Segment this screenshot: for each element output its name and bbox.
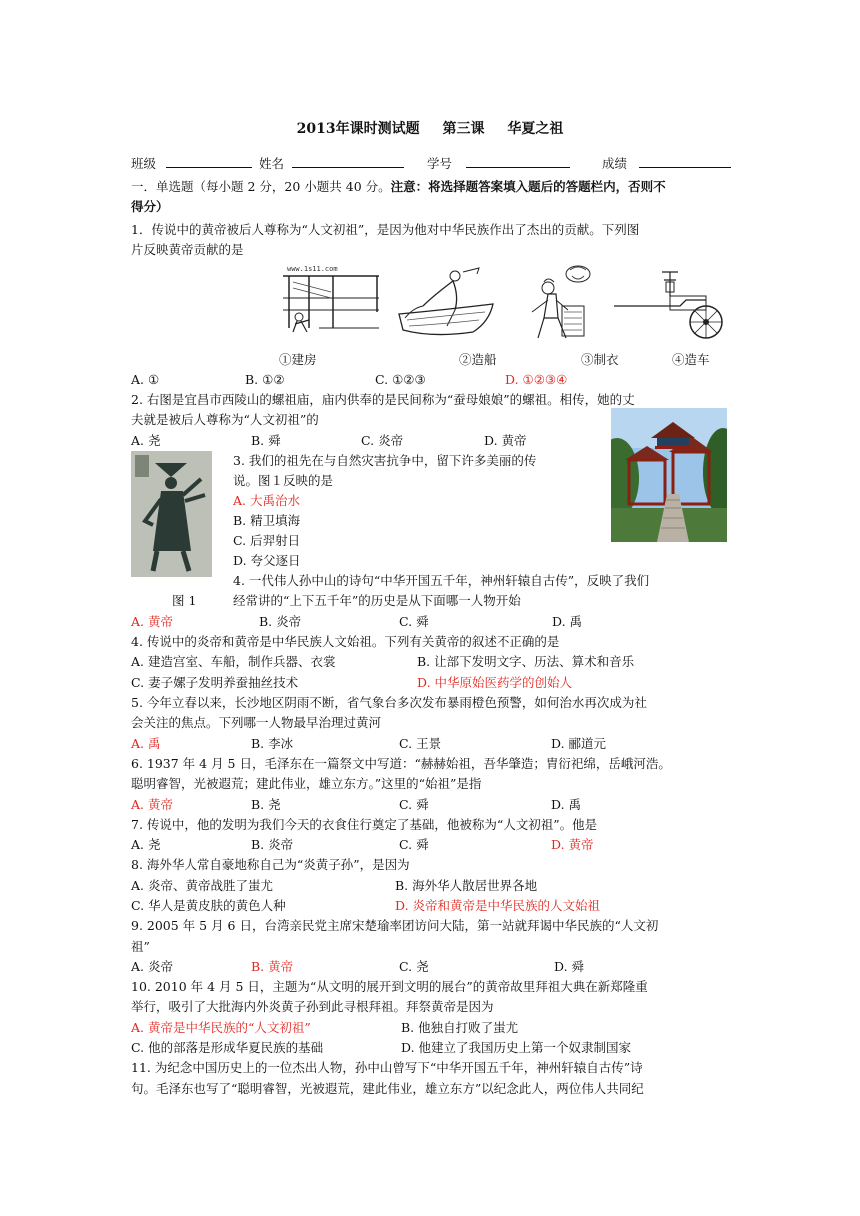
q5-option-d[interactable]: D. 郦道元 — [551, 736, 607, 751]
q6-option-b[interactable]: B. 尧 — [251, 797, 281, 812]
name-blank[interactable] — [292, 154, 404, 168]
section-line1: 一．单选题（每小题 2 分，20 小题共 40 分。 — [131, 179, 391, 194]
q11-text-2: 句。毛泽东也写了“聪明睿智，光被遐荒，建此伟业，雄立东方”以纪念此人，两位伟人共同纪 — [131, 1081, 644, 1096]
q4a-option-c[interactable]: C. 舜 — [399, 614, 429, 629]
score-label: 成绩 — [602, 156, 628, 171]
q1-text-1: 1．传说中的黄帝被后人尊称为“人文初祖”，是因为他对中华民族作出了杰出的贡献。下列图 — [131, 222, 640, 237]
house-building-illustration — [279, 262, 385, 336]
q8-option-b[interactable]: B. 海外华人散居世界各地 — [395, 878, 538, 893]
q10-option-b[interactable]: B. 他独自打败了蚩尤 — [401, 1020, 519, 1035]
q10-text-1: 10. 2010 年 4 月 5 日，主题为“从文明的展开到文明的展台”的黄帝故里拜祖大典在新郑隆重 — [131, 979, 648, 994]
figure-1-caption: 图 1 — [172, 593, 197, 608]
q1-caption-3: ③制衣 — [581, 352, 619, 367]
q6-option-d[interactable]: D. 禹 — [551, 797, 582, 812]
q1-caption-4: ④造车 — [672, 352, 710, 367]
q5-option-b[interactable]: B. 李冰 — [251, 736, 294, 751]
id-field[interactable] — [427, 154, 570, 174]
q3-option-b[interactable]: B. 精卫填海 — [233, 513, 301, 528]
section-note: 注意：将选择题答案填入题后的答题栏内，否则不 — [390, 179, 666, 194]
q3-text-2: 说。图１反映的是 — [233, 473, 334, 488]
q5-text-2: 会关注的焦点。下列哪一人物最早治理过黄河 — [131, 715, 382, 730]
title-lesson: 第三课 — [442, 121, 485, 137]
q1-text-2: 片反映黄帝贡献的是 — [131, 242, 244, 257]
q1-option-b[interactable]: B. ①② — [245, 372, 285, 387]
q1-caption-2: ②造船 — [459, 352, 497, 367]
q2-option-b[interactable]: B. 舜 — [251, 433, 281, 448]
q1-option-d-answer[interactable]: D. ①②③④ — [505, 372, 568, 387]
q10-option-c[interactable]: C. 他的部落是形成华夏民族的基础 — [131, 1040, 324, 1055]
q4b-option-b[interactable]: B. 让部下发明文字、历法、算术和音乐 — [417, 654, 635, 669]
q11-text-1: 11. 为纪念中国历史上的一位杰出人物，孙中山曾写下“中华开国五千年，神州轩辕自古传”诗 — [131, 1060, 643, 1075]
temple-photo — [611, 408, 727, 542]
clothes-making-illustration — [518, 260, 598, 344]
q7-option-b[interactable]: B. 炎帝 — [251, 837, 294, 852]
q4a-option-a-answer[interactable]: A. 黄帝 — [131, 614, 173, 629]
q3-text-1: 3. 我们的祖先在与自然灾害抗争中，留下许多美丽的传 — [233, 453, 537, 468]
q4a-text-1: 4. 一代伟人孙中山的诗句“中华开国五千年，神州轩辕自古传”，反映了我们 — [233, 573, 650, 588]
q7-text: 7. 传说中，他的发明为我们今天的衣食住行奠定了基础，他被称为“人文初祖”。他是 — [131, 817, 598, 832]
q1-option-c[interactable]: C. ①②③ — [375, 372, 426, 387]
q6-text-2: 聪明睿智，光被遐荒；建此伟业，雄立东方。”这里的“始祖”是指 — [131, 776, 482, 791]
title-topic: 华夏之祖 — [507, 121, 564, 137]
q9-option-c[interactable]: C. 尧 — [399, 959, 429, 974]
q9-option-d[interactable]: D. 舜 — [554, 959, 585, 974]
q9-text-1: 9. 2005 年 5 月 6 日，台湾亲民党主席宋楚瑜率团访问大陆，第一站就拜谒中华民族的“人文初 — [131, 918, 659, 933]
q4b-option-d-answer[interactable]: D. 中华原始医药学的创始人 — [417, 675, 573, 690]
q7-option-d-answer[interactable]: D. 黄帝 — [551, 837, 594, 852]
q6-option-c[interactable]: C. 舜 — [399, 797, 429, 812]
name-label: 姓名 — [259, 156, 285, 171]
q8-text: 8. 海外华人常自豪地称自己为“炎黄子孙”，是因为 — [131, 857, 410, 872]
q3-option-c[interactable]: C. 后羿射日 — [233, 533, 301, 548]
q6-option-a-answer[interactable]: A. 黄帝 — [131, 797, 173, 812]
q8-option-c[interactable]: C. 华人是黄皮肤的黄色人种 — [131, 898, 286, 913]
q8-option-a[interactable]: A. 炎帝、黄帝战胜了蚩尤 — [131, 878, 273, 893]
q2-option-c[interactable]: C. 炎帝 — [361, 433, 404, 448]
q9-option-b-answer[interactable]: B. 黄帝 — [251, 959, 294, 974]
q4a-text-2: 经常讲的“上下五千年”的历史是从下面哪一人物开始 — [233, 593, 521, 608]
figure-1-image — [131, 451, 212, 577]
q4b-text: 4. 传说中的炎帝和黄帝是中华民族人文始祖。下列有关黄帝的叙述不正确的是 — [131, 634, 560, 649]
score-blank[interactable] — [639, 154, 731, 168]
q10-option-d[interactable]: D. 他建立了我国历史上第一个奴隶制国家 — [401, 1040, 632, 1055]
q2-option-d[interactable]: D. 黄帝 — [484, 433, 527, 448]
q1-watermark: www.1s11.com — [287, 265, 338, 273]
q2-text-2: 夫就是被后人尊称为“人文初祖”的 — [131, 412, 319, 427]
id-blank[interactable] — [466, 154, 570, 168]
class-field[interactable] — [131, 154, 252, 174]
q2-text-1: 2. 右图是宜昌市西陵山的螺祖庙，庙内供奉的是民间称为“蚕母娘娘”的螺祖。相传，她的丈 — [131, 392, 635, 407]
q2-option-a[interactable]: A. 尧 — [131, 433, 161, 448]
score-field[interactable] — [602, 154, 731, 174]
q8-option-d-answer[interactable]: D. 炎帝和黄帝是中华民族的人文始祖 — [395, 898, 601, 913]
q1-caption-1: ①建房 — [279, 352, 317, 367]
q3-option-d[interactable]: D. 夸父逐日 — [233, 553, 301, 568]
section-instructions — [131, 177, 666, 197]
q4a-option-b[interactable]: B. 炎帝 — [259, 614, 302, 629]
q9-option-a[interactable]: A. 炎帝 — [131, 959, 173, 974]
q1-option-a[interactable]: A. ① — [131, 372, 160, 387]
q4b-option-a[interactable]: A. 建造宫室、车船，制作兵器、衣裳 — [131, 654, 336, 669]
section-line2: 得分） — [131, 199, 169, 214]
q5-text-1: 5. 今年立春以来，长沙地区阴雨不断，省气象台多次发布暴雨橙色预警，如何治水再次成为社 — [131, 695, 647, 710]
boat-building-illustration — [393, 266, 499, 342]
q10-option-a-answer[interactable]: A. 黄帝是中华民族的“人文初祖” — [131, 1020, 311, 1035]
title-main: 2013年课时测试题 — [296, 121, 420, 137]
q7-option-c[interactable]: C. 舜 — [399, 837, 429, 852]
class-blank[interactable] — [166, 154, 252, 168]
q9-text-2: 祖” — [131, 939, 150, 954]
q5-option-c[interactable]: C. 王景 — [399, 736, 442, 751]
class-label: 班级 — [131, 156, 157, 171]
chariot-illustration — [610, 266, 730, 342]
q7-option-a[interactable]: A. 尧 — [131, 837, 161, 852]
name-field[interactable] — [259, 154, 404, 174]
q3-option-a-answer[interactable]: A. 大禹治水 — [233, 493, 300, 508]
q10-text-2: 举行，吸引了大批海内外炎黄子孙到此寻根拜祖。拜祭黄帝是因为 — [131, 999, 494, 1014]
q5-option-a-answer[interactable]: A. 禹 — [131, 736, 161, 751]
page-title — [0, 118, 860, 138]
id-label: 学号 — [427, 156, 453, 171]
q4b-option-c[interactable]: C. 妻子嫘子发明养蚕抽丝技术 — [131, 675, 299, 690]
q4a-option-d[interactable]: D. 禹 — [552, 614, 583, 629]
q6-text-1: 6. 1937 年 4 月 5 日，毛泽东在一篇祭文中写道：“赫赫始祖，吾华肇造；胄衍祀绵，岳峨河浩。 — [131, 756, 671, 771]
